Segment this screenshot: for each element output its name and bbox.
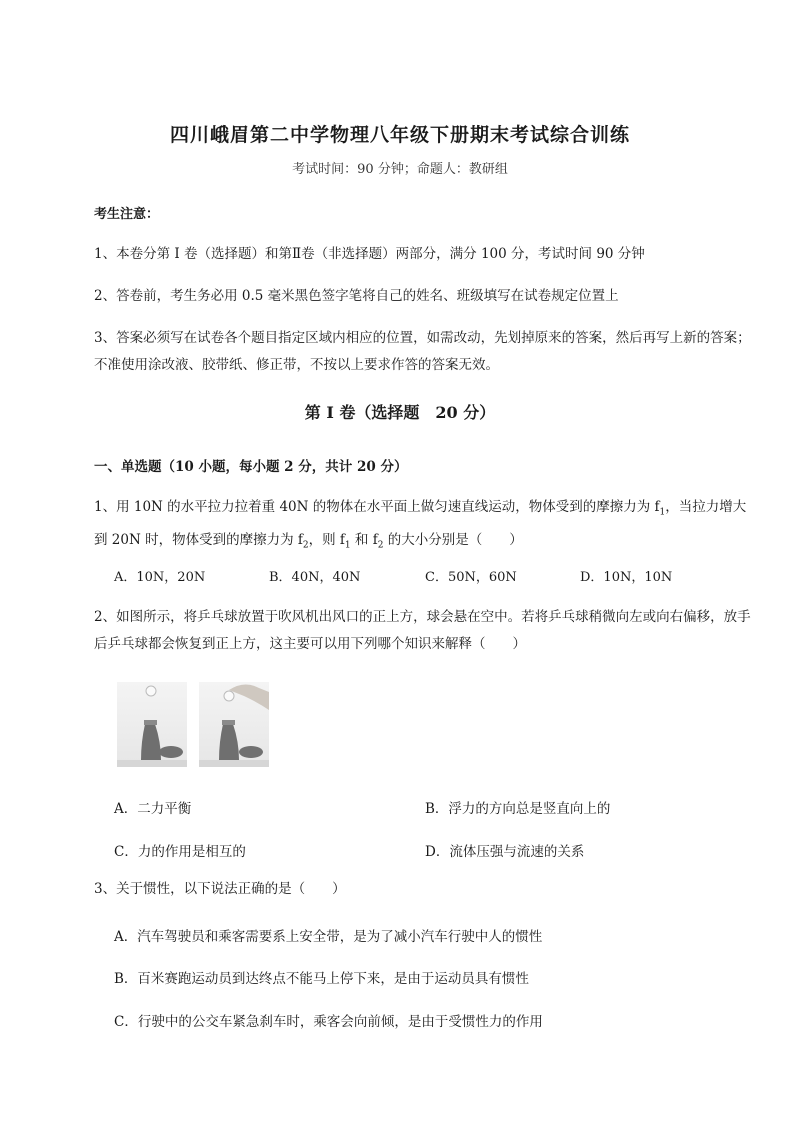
q3-option-c: C．行驶中的公交车紧急刹车时，乘客会向前倾，是由于受惯性力的作用 xyxy=(114,1014,543,1030)
q1-option-a: A．10N，20N xyxy=(114,570,206,585)
q1-option-d: D．10N，10N xyxy=(580,570,673,585)
notice-item-2: 2、答卷前，考生务必用 0.5 毫米黑色签字笔将自己的姓名、班级填写在试卷规定位置上 xyxy=(94,288,619,304)
notice-heading: 考生注意： xyxy=(94,207,160,222)
question-3-stem: 3、关于惯性，以下说法正确的是（ ） xyxy=(94,881,346,897)
q2-option-a: A．二力平衡 xyxy=(114,801,192,817)
notice-item-3: 3、答案必须写在试卷各个题目指定区域内相应的位置，如需改动，先划掉原来的答案，然后再写上新的答案；不准使用涂改液、胶带纸、修正带，不按以上要求作答的答案无效。 xyxy=(94,330,751,373)
question-1-stem: 1、用 10N 的水平拉力拉着重 40N 的物体在水平面上做匀速直线运动，物体受到的摩擦力为 $f_1$，当拉力增大到 20N 时，物体受到的摩擦力为 $f_2$，则 $f_1$ 和 $f_2$ 的大小分别是（ ） xyxy=(94,499,747,551)
exam-info: 考试时间：90 分钟；命题人：教研组 xyxy=(292,162,508,177)
q1-option-c: C．50N，60N xyxy=(425,570,517,585)
q3-option-b: B．百米赛跑运动员到达终点不能马上停下来，是由于运动员具有惯性 xyxy=(114,971,529,987)
notice-item-1: 1、本卷分第 I 卷（选择题）和第Ⅱ卷（非选择题）两部分，满分 100 分，考试时间 90 分钟 xyxy=(94,246,645,262)
page-title: 四川峨眉第二中学物理八年级下册期末考试综合训练 xyxy=(169,124,630,146)
question-2-figure xyxy=(117,682,269,767)
q2-option-c: C．力的作用是相互的 xyxy=(114,844,246,860)
hair-dryer-photo-right xyxy=(199,682,269,767)
question-2-stem: 2、如图所示，将乒乓球放置于吹风机出风口的正上方，球会悬在空中。若将乒乓球稍微向左或向右偏移，放手后乒乓球都会恢复到正上方，这主要可以用下列哪个知识来解释（ ） xyxy=(94,609,751,652)
q2-option-d: D．流体压强与流速的关系 xyxy=(425,844,585,860)
q3-option-a: A．汽车驾驶员和乘客需要系上安全带，是为了减小汽车行驶中人的惯性 xyxy=(114,929,543,945)
section-title: 第 I 卷（选择题 20 分） xyxy=(304,403,496,422)
hair-dryer-photo-left xyxy=(117,682,187,767)
q1-option-b: B．40N，40N xyxy=(269,570,361,585)
q2-option-b: B．浮力的方向总是竖直向上的 xyxy=(425,801,611,817)
part-title: 一、单选题（10 小题，每小题 2 分，共计 20 分） xyxy=(94,459,408,475)
